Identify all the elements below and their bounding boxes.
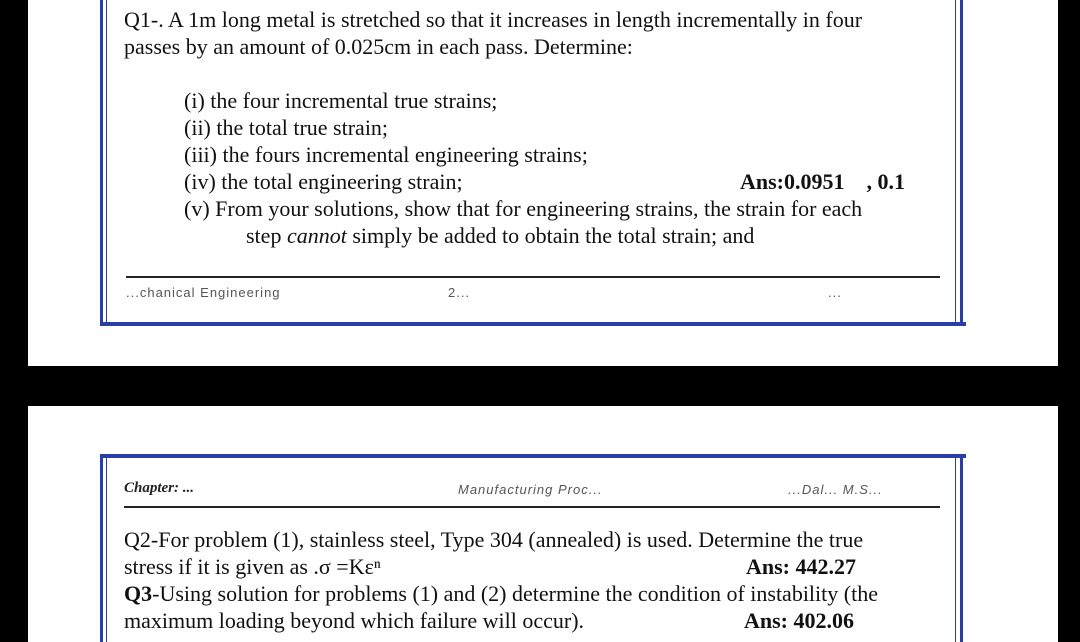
page-border-left-inner <box>106 454 107 642</box>
q3-text-line1: Q3-Using solution for problems (1) and (2) determine the condition of instability (the <box>124 581 878 606</box>
q2-answer: Ans: 442.27 <box>746 554 857 579</box>
q1-item5-post: simply be added to obtain the total strain; and <box>346 223 755 248</box>
header-rule <box>124 506 940 508</box>
header-center-text: Manufacturing Proc... <box>458 482 603 497</box>
document-page-bottom <box>28 406 1058 642</box>
page-border-right-inner <box>955 0 956 326</box>
q1-answer: Ans:0.0951 , 0.1 <box>740 169 906 194</box>
document-page-top <box>28 0 1058 366</box>
page-border-left <box>100 454 103 642</box>
page-border-left-inner <box>106 0 107 326</box>
page-border-right <box>960 0 963 326</box>
header-right-text: ...Dal... M.S... <box>788 482 883 497</box>
q1-item-4: (iv) the total engineering strain; <box>184 169 463 194</box>
page-border-top <box>100 454 966 458</box>
q3-label: Q3 <box>124 581 153 606</box>
q3-line1 <box>124 580 878 607</box>
q1-intro-line1: Q1-. A 1m long metal is stretched so that it increases in length incrementally in four <box>124 7 863 32</box>
footer-rule <box>126 276 940 278</box>
page-border-bottom <box>100 322 966 326</box>
q1-item-5-continued <box>246 222 754 249</box>
header-chapter: Chapter: ... <box>124 480 195 496</box>
q1-item-5: (v) From your solutions, show that for engineering strains, the strain for each <box>184 196 863 221</box>
q2-line1: Q2-For problem (1), stainless steel, Type 304 (annealed) is used. Determine the true <box>124 527 864 552</box>
q1-item5-emphasis: cannot <box>286 223 347 248</box>
page-border-right-inner <box>955 454 956 642</box>
q3-answer: Ans: 402.06 <box>744 608 855 633</box>
q1-item-3: (iii) the fours incremental engineering strains; <box>184 142 588 167</box>
q2-line2: stress if it is given as .σ =Kεⁿ <box>124 554 381 579</box>
q1-intro-line2: passes by an amount of 0.025cm in each pass. Determine: <box>124 34 633 59</box>
footer-left-text: ...chanical Engineering <box>126 285 281 300</box>
q1-item5-pre: step <box>246 223 287 248</box>
footer-center-text: 2... <box>448 285 471 300</box>
q3-line2: maximum loading beyond which failure will occur). <box>124 608 585 633</box>
page-border-left <box>100 0 103 326</box>
footer-right-text: ... <box>828 285 842 300</box>
q1-item-2: (ii) the total true strain; <box>184 115 389 140</box>
q1-item-1: (i) the four incremental true strains; <box>184 88 498 113</box>
page-border-right <box>960 454 963 642</box>
